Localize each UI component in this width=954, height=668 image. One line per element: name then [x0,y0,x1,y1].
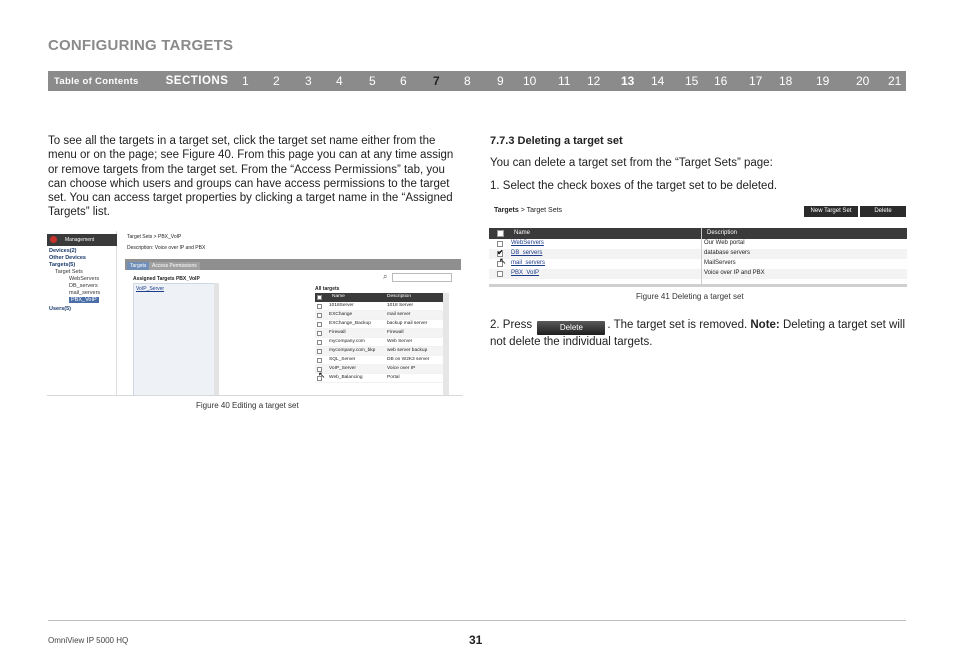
step-2: 2. Press Delete . The target set is removed. Note: Deleting a target set will not delete the individual targets. [490,319,906,348]
search-icon[interactable]: ⌕ [383,272,388,281]
tab-access-permissions[interactable]: Access Permissions [149,262,200,270]
footer-divider [48,620,906,621]
assigned-targets-panel [133,283,216,396]
nav-section-1[interactable]: 1 [242,74,249,88]
delete-button[interactable]: Delete [860,206,906,217]
delete-intro-paragraph: You can delete a target set from the “Target Sets” page: [490,157,773,169]
tree-other-devices[interactable]: Other Devices [49,255,86,261]
target-set-link[interactable]: mail_servers [511,260,546,266]
nav-section-7-current[interactable]: 7 [433,74,440,88]
figure-41-screenshot [489,203,907,287]
target-set-link[interactable]: DB_servers [511,250,543,256]
section-navbar [48,71,906,91]
tree-webservers[interactable]: WebServers [69,276,100,282]
step-1: 1. Select the check boxes of the target set to be deleted. [490,180,778,192]
mouse-cursor-icon: ↖ [499,256,507,266]
nav-section-9[interactable]: 9 [497,74,504,88]
row-checkbox[interactable] [317,349,322,354]
nav-section-4[interactable]: 4 [336,74,343,88]
col-desc-header: Description [707,230,738,236]
target-sets-toolbar [489,203,907,219]
table-row[interactable]: Web_Balancing Portal [315,374,443,383]
table-row[interactable]: 1018Server 1018 Server [315,302,443,311]
nav-section-20[interactable]: 20 [856,74,870,88]
figure-40-screenshot [47,231,463,396]
col-name-header: Name [332,294,345,299]
inline-delete-button: Delete [537,321,605,335]
select-all-checkbox[interactable] [497,230,504,237]
table-row[interactable]: mail_servers MailServers [489,259,907,269]
new-target-set-button[interactable]: New Target Set [804,206,858,217]
search-box[interactable] [392,273,452,282]
tree-db-servers[interactable]: DB_servers [69,283,98,289]
col-name-header: Name [514,230,531,236]
nav-section-18[interactable]: 18 [779,74,793,88]
row-checkbox[interactable] [317,322,322,327]
row-checkbox[interactable] [317,313,322,318]
tree-target-sets[interactable]: Target Sets [55,269,83,275]
nav-section-11[interactable]: 11 [558,74,571,88]
assigned-target-item[interactable]: VoIP_Server [136,286,165,292]
tree-mail-servers[interactable]: mail_servers [69,290,101,296]
row-checkbox[interactable] [317,358,322,363]
nav-section-19[interactable]: 19 [816,74,830,88]
nav-section-8[interactable]: 8 [464,74,471,88]
all-targets-label: All targets [315,286,340,292]
assigned-scrollbar[interactable] [214,283,219,396]
nav-section-10[interactable]: 10 [523,74,537,88]
select-all-checkbox[interactable] [317,295,322,300]
management-sidebar [47,231,117,396]
mouse-cursor-icon: ↖ [318,370,326,380]
nav-section-13[interactable]: 13 [621,74,635,88]
row-checkbox[interactable] [497,241,503,247]
management-header: Management [47,234,117,246]
nav-section-16[interactable]: 16 [714,74,728,88]
table-row[interactable]: Firewall Firewall [315,329,443,338]
row-checkbox[interactable] [317,304,322,309]
table-row[interactable]: DB_servers database servers [489,249,907,259]
nav-section-17[interactable]: 17 [749,74,763,88]
target-set-link[interactable]: WebServers [511,240,544,246]
column-divider [701,228,702,284]
row-checkbox[interactable] [317,331,322,336]
table-bottom-border [489,284,907,287]
footer-product-name: OmniView IP 5000 HQ [48,636,129,645]
row-checkbox[interactable] [497,271,503,277]
table-header [489,228,907,239]
tree-pbx-voip[interactable]: PBX_VoIP [71,297,97,303]
management-icon [50,236,57,243]
assigned-targets-label: Assigned Targets PBX_VoIP [133,276,200,282]
all-targets-table [315,293,443,383]
target-set-description: Description: Voice over IP and PBX [127,245,206,251]
nav-section-21[interactable]: 21 [888,74,902,88]
nav-section-14[interactable]: 14 [651,74,665,88]
section-subheading: 7.7.3 Deleting a target set [490,135,623,147]
target-sets-title: Targets > Target Sets [494,207,563,214]
table-row[interactable]: SQL_Server DB on W2K3 server [315,356,443,365]
tree-users[interactable]: Users(5) [49,306,72,312]
figure-41-caption: Figure 41 Deleting a target set [636,292,744,301]
check-mark-icon: ✔ [497,248,504,257]
table-row[interactable]: EXChange mail server [315,311,443,320]
tab-targets[interactable]: Targets [127,262,149,270]
toc-link[interactable]: Table of Contents [54,75,139,87]
table-row[interactable]: mycompany.com Web Server [315,338,443,347]
table-row[interactable]: WebServers Our Web portal [489,239,907,249]
sections-label: SECTIONS [165,75,229,87]
nav-section-15[interactable]: 15 [685,74,699,88]
figure-40-caption: Figure 40 Editing a target set [196,401,299,410]
table-scrollbar[interactable] [443,293,449,396]
target-set-link[interactable]: PBX_VoIP [511,270,540,276]
row-checkbox[interactable] [317,340,322,345]
tree-devices[interactable]: Devices(2) [49,248,77,254]
tree-targets[interactable]: Targets(5) [49,262,76,268]
nav-section-12[interactable]: 12 [587,74,601,88]
table-row[interactable]: PBX_VoIP Voice over IP and PBX [489,269,907,279]
nav-section-2[interactable]: 2 [273,74,280,88]
breadcrumb: Target Sets > PBX_VoIP [127,234,182,240]
nav-section-6[interactable]: 6 [400,74,407,88]
page-number: 31 [469,633,483,647]
intro-paragraph: To see all the targets in a target set, click the target set name either from the menu or on the page; see Figure 40. From this page you can at any time assign or remove targets from the target set. From the “Access Permissions” tab, you can choose which users and groups can have access permissions to the target set. You can access target properties by clicking a target name in the “Assigned Targets” list. [48,135,454,219]
table-header [315,293,443,302]
table-row[interactable]: EXChange_Backup backup mail server [315,320,443,329]
col-desc-header: Description [387,294,411,299]
nav-section-3[interactable]: 3 [305,74,312,88]
table-row[interactable]: mycompany.com_bkp web server backup [315,347,443,356]
nav-section-5[interactable]: 5 [369,74,376,88]
page-heading: CONFIGURING TARGETS [48,37,234,54]
table-row[interactable]: VoIP_Server Voice over IP [315,365,443,374]
